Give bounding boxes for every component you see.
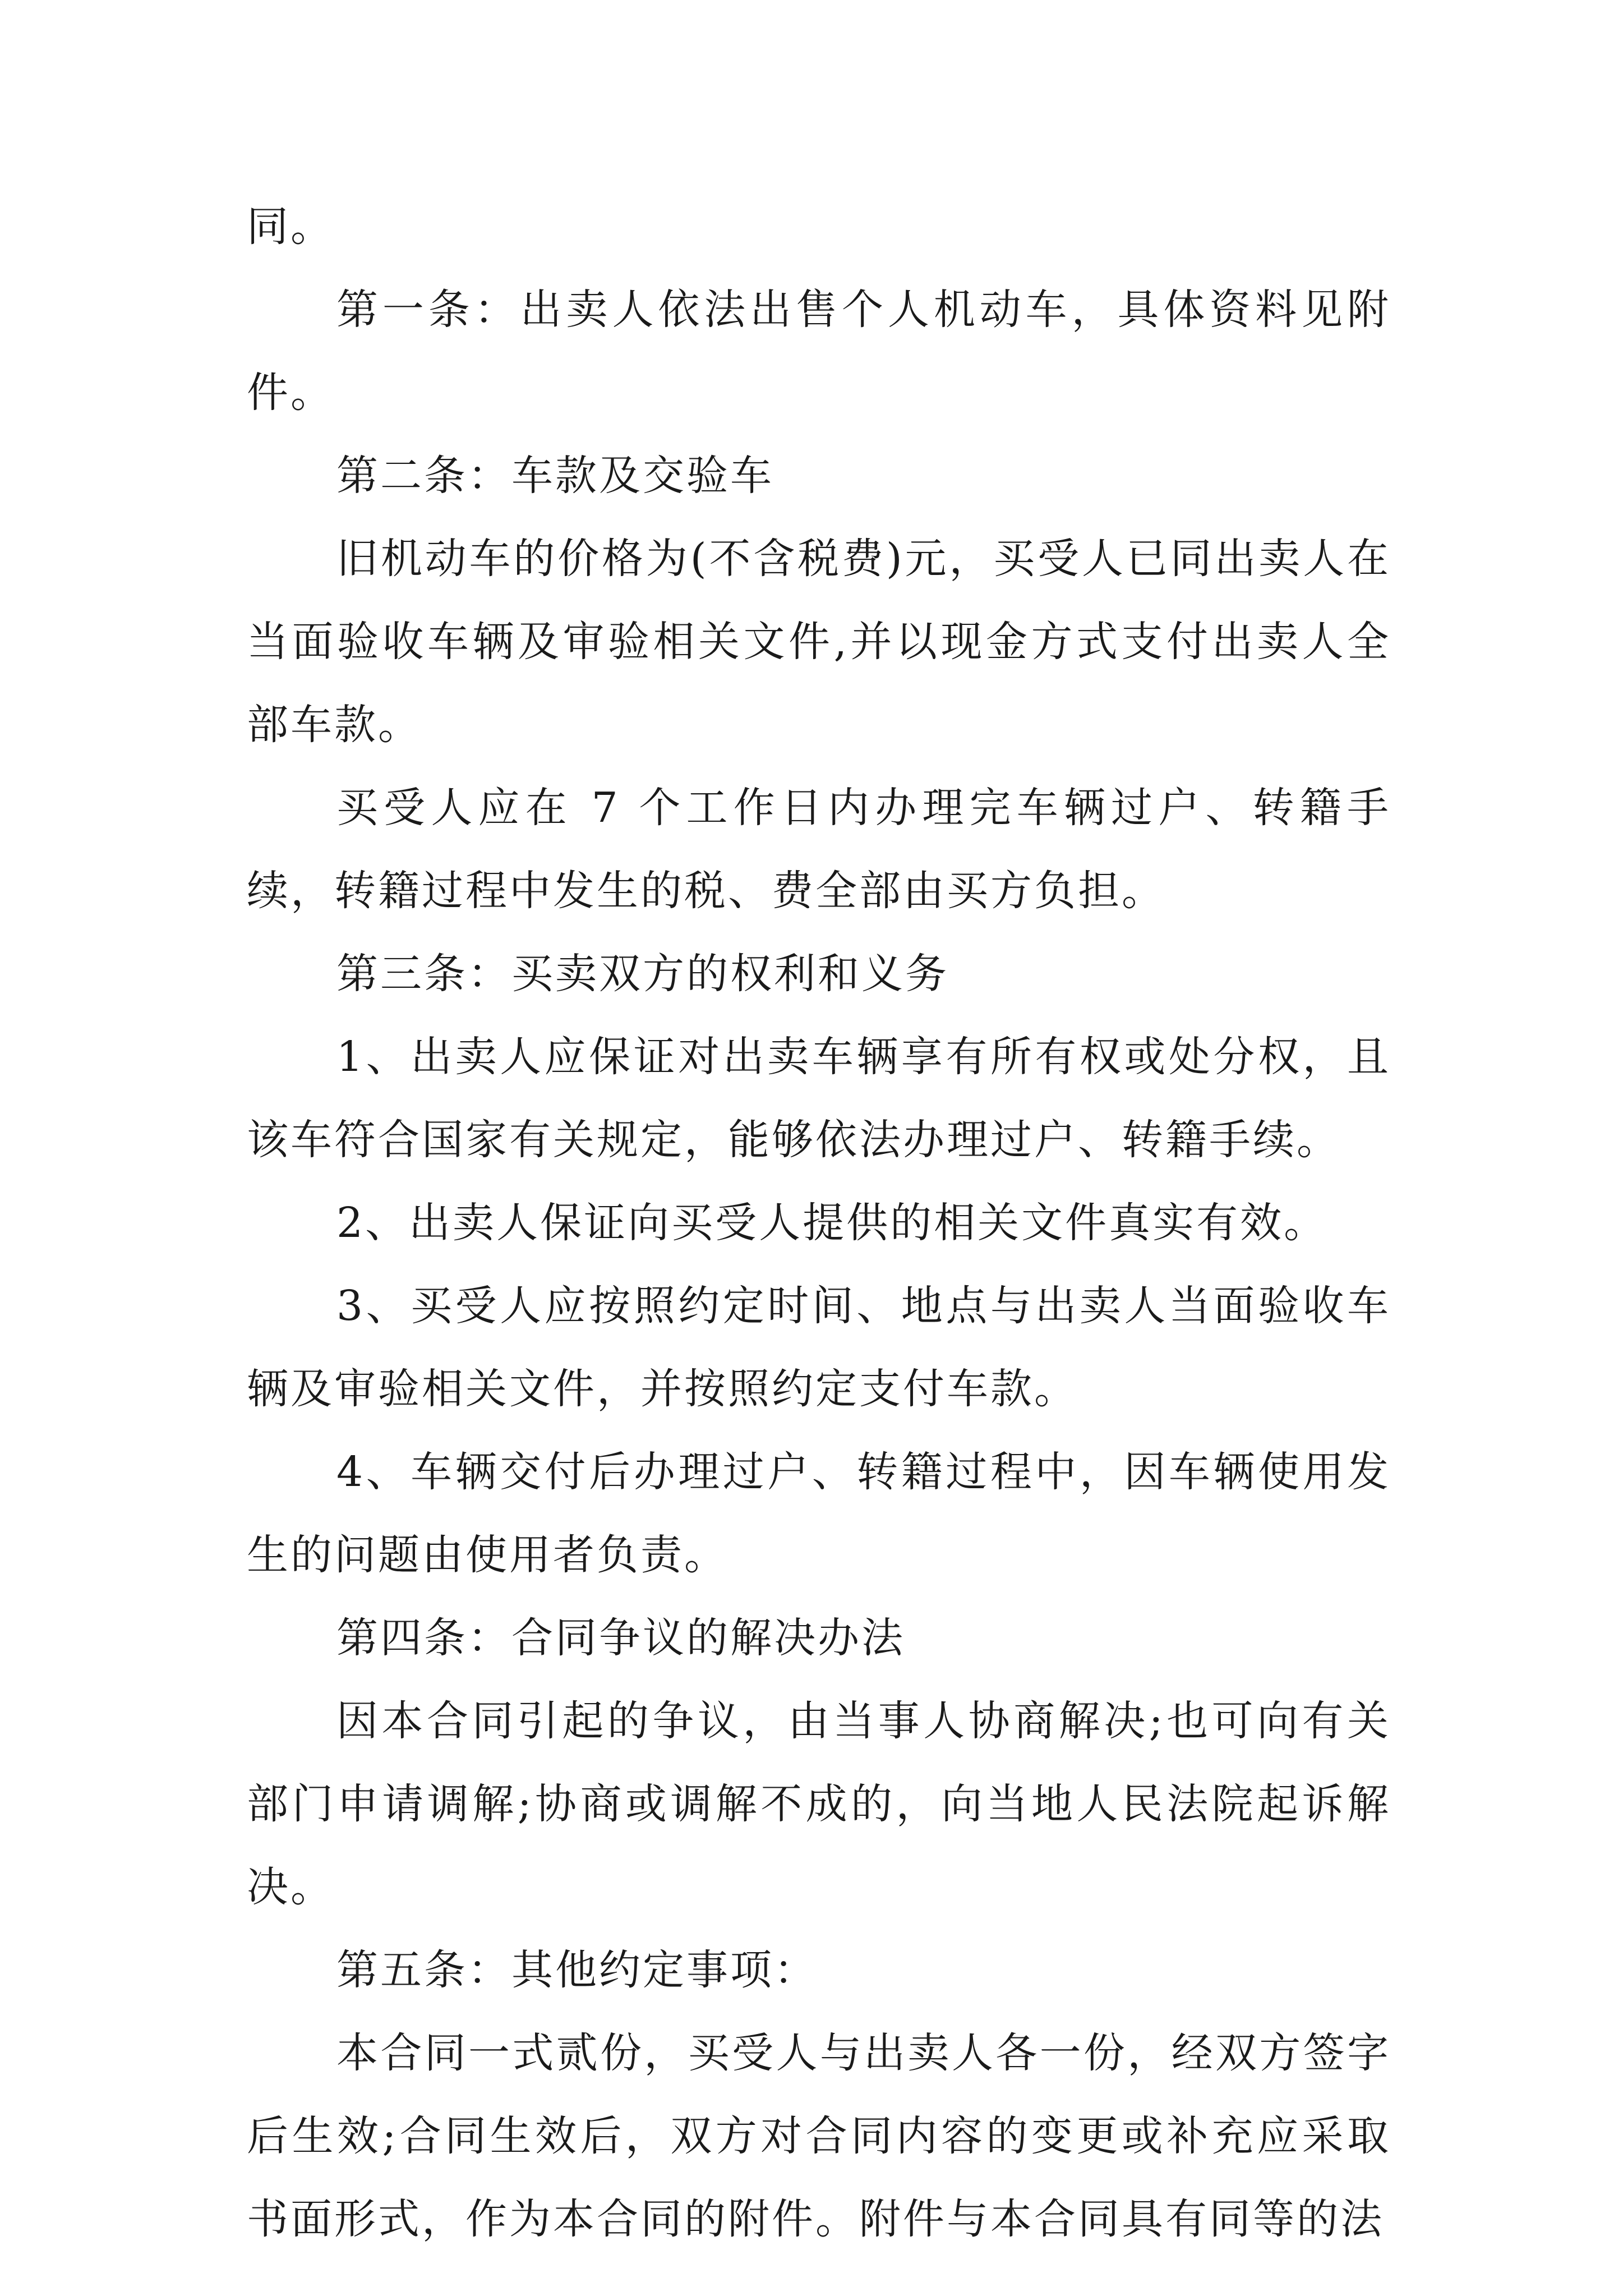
clause-2-heading: 第二条：车款及交验车	[336, 452, 774, 500]
clause-3-item-2: 2、出卖人保证向买受人提供的相关文件真实有效。	[336, 1199, 1328, 1247]
clause-5-heading: 第五条：其他约定事项：	[336, 1946, 818, 1994]
clause-3-heading: 第三条：买卖双方的权利和义务	[336, 950, 949, 998]
clause-4-heading: 第四条：合同争议的解决办法	[336, 1614, 905, 1662]
paragraph-continuation: 同。	[247, 203, 334, 251]
clause-2-price-paragraph: 旧机动车的价格为(不含税费)元，买受人已同出卖人在当面验收车辆及审验相关文件,并以现金方式支付出卖人全部车款。	[247, 535, 1391, 749]
clause-3-item-3: 3、买受人应按照约定时间、地点与出卖人当面验收车辆及审验相关文件，并按照约定支付车款。	[247, 1282, 1391, 1413]
clause-1-heading: 第一条：出卖人依法出售个人机动车，具体资料见附件。	[247, 286, 1391, 417]
clause-3-item-4: 4、车辆交付后办理过户、转籍过程中，因车辆使用发生的问题由使用者负责。	[247, 1448, 1391, 1579]
clause-5-copies-paragraph: 本合同一式贰份，买受人与出卖人各一份，经双方签字后生效;合同生效后，双方对合同内容的变更或补充应采取书面形式，作为本合同的附件。附件与本合同具有同等的法	[247, 2029, 1391, 2243]
clause-4-dispute-paragraph: 因本合同引起的争议，由当事人协商解决;也可向有关部门申请调解;协商或调解不成的，向当地人民法院起诉解决。	[247, 1697, 1391, 1911]
clause-2-transfer-paragraph: 买受人应在 7 个工作日内办理完车辆过户、转籍手续，转籍过程中发生的税、费全部由买方负担。	[247, 784, 1391, 915]
clause-3-item-1: 1、出卖人应保证对出卖车辆享有所有权或处分权，且该车符合国家有关规定，能够依法办理过户、转籍手续。	[247, 1033, 1391, 1164]
contract-body	[247, 185, 1391, 2261]
